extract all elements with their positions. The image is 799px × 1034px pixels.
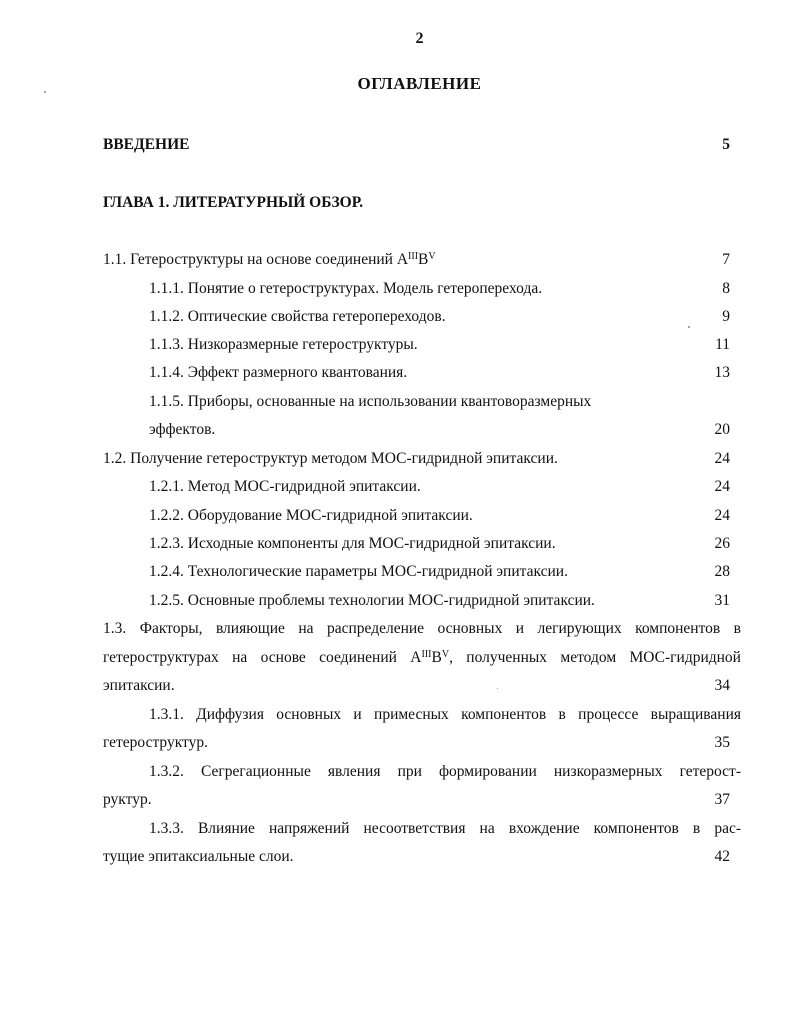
toc-entry-page: 20 bbox=[714, 421, 730, 438]
toc-entry-label: ГЛАВА 1. ЛИТЕРАТУРНЫЙ ОБЗОР. bbox=[103, 194, 364, 211]
toc-entry-page: 11 bbox=[715, 336, 730, 353]
toc-entry-1-2-2[interactable] bbox=[103, 505, 730, 527]
toc-entry-label: 1.1.3. Низкоразмерные гетероструктуры. bbox=[149, 336, 418, 353]
toc-entry-label: руктур. bbox=[103, 791, 152, 808]
toc-entry-1-2-3[interactable] bbox=[103, 533, 730, 555]
page-number: 2 bbox=[415, 30, 424, 47]
scan-speck bbox=[497, 688, 498, 689]
toc-entry-label: 1.2.1. Метод МОС-гидридной эпитаксии. bbox=[149, 478, 421, 495]
toc-entry-chapter-1[interactable] bbox=[103, 192, 730, 214]
toc-entry-1-1[interactable] bbox=[103, 249, 730, 271]
toc-entry-1-1-5-continued[interactable] bbox=[103, 419, 730, 441]
toc-entry-1-3-line-3[interactable] bbox=[103, 675, 730, 697]
toc-entry-page: 34 bbox=[714, 677, 730, 694]
toc-entry-label: 1.1.2. Оптические свойства гетеропереходов. bbox=[149, 308, 446, 325]
toc-entry-label: 1.2.3. Исходные компоненты для МОС-гидридной эпитаксии. bbox=[149, 535, 556, 552]
toc-entry-1-3-2-line-2[interactable] bbox=[103, 789, 730, 811]
toc-entry-1-3-2-line-1[interactable]: 1.3.2. Сегрегационные явления при формировании низкоразмерных гетерост- bbox=[149, 763, 741, 780]
toc-entry-1-1-1[interactable] bbox=[103, 278, 730, 300]
toc-entry-label: тущие эпитаксиальные слои. bbox=[103, 848, 294, 865]
toc-entry-page: 5 bbox=[722, 136, 730, 153]
toc-entry-label: эффектов. bbox=[149, 421, 216, 438]
toc-entry-page: 28 bbox=[714, 563, 730, 580]
toc-entry-1-3-1-line-1[interactable]: 1.3.1. Диффузия основных и примесных компонентов в процессе выращивания bbox=[149, 706, 741, 723]
toc-entry-1-3-3-line-2[interactable] bbox=[103, 846, 730, 868]
toc-entry-label: 1.1.1. Понятие о гетероструктурах. Модель гетероперехода. bbox=[149, 280, 543, 297]
toc-entry-page: 26 bbox=[714, 535, 730, 552]
toc-entry-page: 24 bbox=[714, 507, 730, 524]
toc-entry-label: эпитаксии. bbox=[103, 677, 175, 694]
toc-entry-1-2-5[interactable] bbox=[103, 590, 730, 612]
toc-entry-page: 35 bbox=[714, 734, 730, 751]
toc-entry-label: гетероструктур. bbox=[103, 734, 208, 751]
toc-entry-intro[interactable] bbox=[103, 134, 730, 156]
toc-title: ОГЛАВЛЕНИЕ bbox=[357, 74, 482, 93]
toc-entry-1-3-line-1[interactable]: 1.3. Факторы, влияющие на распределение основных и легирующих компонентов в bbox=[103, 620, 741, 637]
toc-entry-1-3-line-2[interactable]: гетероструктурах на основе соединений $A^{III}B^V$, полученных методом МОС-гидридной bbox=[103, 649, 741, 666]
toc-entry-page: 24 bbox=[714, 450, 730, 467]
toc-entry-1-1-3[interactable] bbox=[103, 334, 730, 356]
toc-entry-label: 1.2.5. Основные проблемы технологии МОС-гидридной эпитаксии. bbox=[149, 592, 595, 609]
toc-entry-label: 1.2. Получение гетероструктур методом МОС-гидридной эпитаксии. bbox=[103, 450, 558, 467]
toc-entry-page: 42 bbox=[714, 848, 730, 865]
toc-entry-1-2-4[interactable] bbox=[103, 561, 730, 583]
toc-entry-label: 1.1.4. Эффект размерного квантования. bbox=[149, 364, 408, 381]
toc-entry-1-1-4[interactable] bbox=[103, 362, 730, 384]
toc-entry-1-2-1[interactable] bbox=[103, 476, 730, 498]
toc-entry-label: 1.2.2. Оборудование МОС-гидридной эпитаксии. bbox=[149, 507, 473, 524]
toc-entry-1-1-2[interactable] bbox=[103, 306, 730, 328]
toc-entry-1-2[interactable] bbox=[103, 448, 730, 470]
scan-speck bbox=[688, 326, 690, 328]
toc-entry-1-1-5[interactable] bbox=[103, 391, 730, 413]
toc-entry-label: ВВЕДЕНИЕ bbox=[103, 136, 190, 153]
toc-entry-page: 31 bbox=[714, 592, 730, 609]
toc-entry-page: 13 bbox=[714, 364, 730, 381]
toc-entry-page: 9 bbox=[722, 308, 730, 325]
toc-entry-page: 8 bbox=[722, 280, 730, 297]
toc-entry-label: 1.1.5. Приборы, основанные на использовании квантоворазмерных bbox=[149, 393, 592, 410]
toc-entry-page: 7 bbox=[722, 251, 730, 268]
toc-entry-1-3-3-line-1[interactable]: 1.3.3. Влияние напряжений несоответствия на вхождение компонентов в рас- bbox=[149, 820, 741, 837]
scan-speck bbox=[44, 91, 46, 93]
toc-entry-label: 1.1. Гетероструктуры на основе соединений $A^{III}B^V$ bbox=[103, 251, 436, 268]
toc-entry-page: 24 bbox=[714, 478, 730, 495]
toc-entry-label: 1.2.4. Технологические параметры МОС-гидридной эпитаксии. bbox=[149, 563, 568, 580]
toc-entry-1-3-1-line-2[interactable] bbox=[103, 732, 730, 754]
toc-entry-page: 37 bbox=[714, 791, 730, 808]
